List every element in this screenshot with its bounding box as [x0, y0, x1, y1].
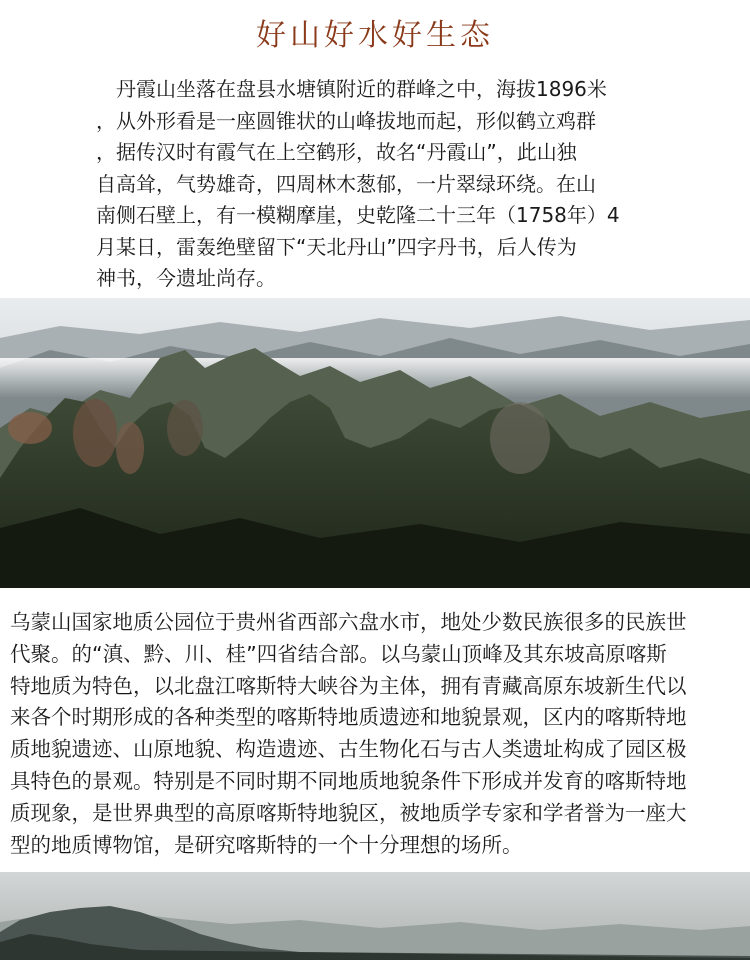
page-title: 好山好水好生态: [256, 18, 494, 53]
body-line: 乌蒙山国家地质公园位于贵州省西部六盘水市，地处少数民族很多的民族世: [10, 610, 687, 634]
body-line: 代聚。的“滇、黔、川、桂”四省结合部。以乌蒙山顶峰及其东坡高原喀斯: [10, 641, 667, 666]
intro-line: 丹霞山坐落在盘县水塘镇附近的群峰之中，海拔1896米: [96, 77, 607, 101]
mountain-skyline-illustration: [0, 872, 750, 960]
mountain-photo: [0, 298, 750, 588]
body-line: 特地质为特色，以北盘江喀斯特大峡谷为主体，拥有青藏高原东坡新生代以: [10, 673, 687, 698]
misty-mountains-illustration: [0, 298, 750, 588]
intro-line: 南侧石壁上，有一模糊摩崖，史乾隆二十三年（1758年）4: [96, 203, 620, 227]
intro-line: ，据传汉时有霞气在上空鹤形，故名“丹霞山”，此山独: [96, 140, 577, 164]
intro-line: 月某日，雷轰绝壁留下“天北丹山”四字丹书，后人传为: [96, 234, 577, 259]
intro-line: 自高耸，气势雄奇，四周林木葱郁，一片翠绿环绕。在山: [96, 171, 596, 196]
body-line: 质地貌遗迹、山原地貌、构造遗迹、古生物化石与古人类遗址构成了园区极: [10, 737, 687, 762]
body-line: 来各个时期形成的各种类型的喀斯特地质遗迹和地貌景观，区内的喀斯特地: [10, 705, 687, 730]
body-line: 质现象，是世界典型的高原喀斯特地貌区，被地质学专家和学者誉为一座大: [10, 800, 687, 825]
intro-paragraph: [96, 74, 666, 295]
intro-line: 神书，今遗址尚存。: [96, 266, 276, 290]
mountain-photo-2: [0, 872, 750, 960]
body-paragraph: [10, 607, 745, 861]
body-line: 具特色的景观。特别是不同时期不同地质地貌条件下形成并发育的喀斯特地: [10, 768, 687, 793]
intro-line: ，从外形看是一座圆锥状的山峰拔地而起，形似鹤立鸡群: [96, 108, 596, 133]
body-line: 型的地质博物馆，是研究喀斯特的一个十分理想的场所。: [10, 832, 523, 857]
